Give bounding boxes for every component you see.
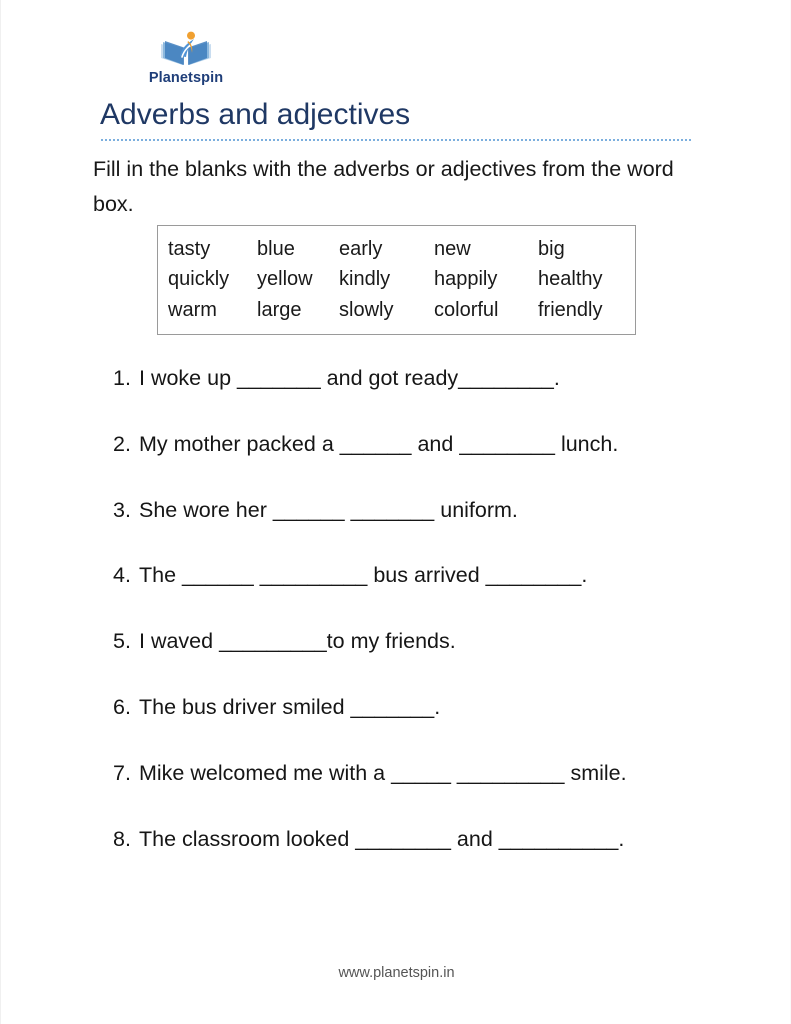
word-box-cell: large [257,298,302,321]
word-box-cell: early [339,238,383,260]
question-list [113,366,743,892]
word-box-cell: warm [168,298,217,321]
question-item [113,432,743,458]
question-number: 8. [113,826,131,851]
word-box-row [158,234,635,264]
word-box-cell: yellow [257,268,313,291]
question-text: She wore her ______ _______ uniform. [139,497,518,522]
question-number: 1. [113,366,131,390]
word-box-cell: healthy [538,268,603,291]
question-number: 3. [113,497,131,522]
question-item [113,563,743,589]
word-box-row [158,295,635,325]
question-text: Mike welcomed me with a _____ _________ smile. [139,760,627,785]
word-box-cell: quickly [168,268,230,291]
word-box-cell: friendly [538,298,603,321]
brand-name: Planetspin [148,70,224,86]
word-box [157,225,636,335]
question-item [113,498,743,524]
question-item [113,366,743,392]
instruction-text: Fill in the blanks with the adverbs or adjectives from the word box. [93,157,674,216]
word-box-cell: happily [434,268,498,291]
question-text: I waved _________to my friends. [139,629,456,654]
title-divider [100,139,692,141]
question-text: My mother packed a ______ and ________ lunch. [139,431,619,456]
footer-url: www.planetspin.in [338,965,455,981]
page-title: Adverbs and adjectives [100,98,411,131]
question-number: 7. [113,760,131,785]
question-item [113,629,743,655]
question-text: The bus driver smiled _______. [139,694,441,719]
word-box-cell: colorful [434,298,499,321]
word-box-cell: slowly [339,298,394,321]
question-number: 6. [113,694,131,719]
open-book-with-person-icon [158,30,214,68]
question-item [113,761,743,787]
question-text: The ______ _________ bus arrived ________. [139,563,588,588]
word-box-row [158,264,635,294]
brand-logo [101,30,271,86]
question-number: 2. [113,431,131,456]
question-number: 4. [113,563,131,588]
word-box-cell: new [434,238,471,260]
word-box-cell: tasty [168,238,211,260]
question-item [113,827,743,853]
question-number: 5. [113,629,131,654]
question-item [113,695,743,721]
question-text: I woke up _______ and got ready________. [139,366,560,390]
question-text: The classroom looked ________ and __________. [139,826,625,851]
word-box-cell: blue [257,238,295,260]
word-box-cell: kindly [339,268,391,291]
word-box-cell: big [538,238,565,260]
